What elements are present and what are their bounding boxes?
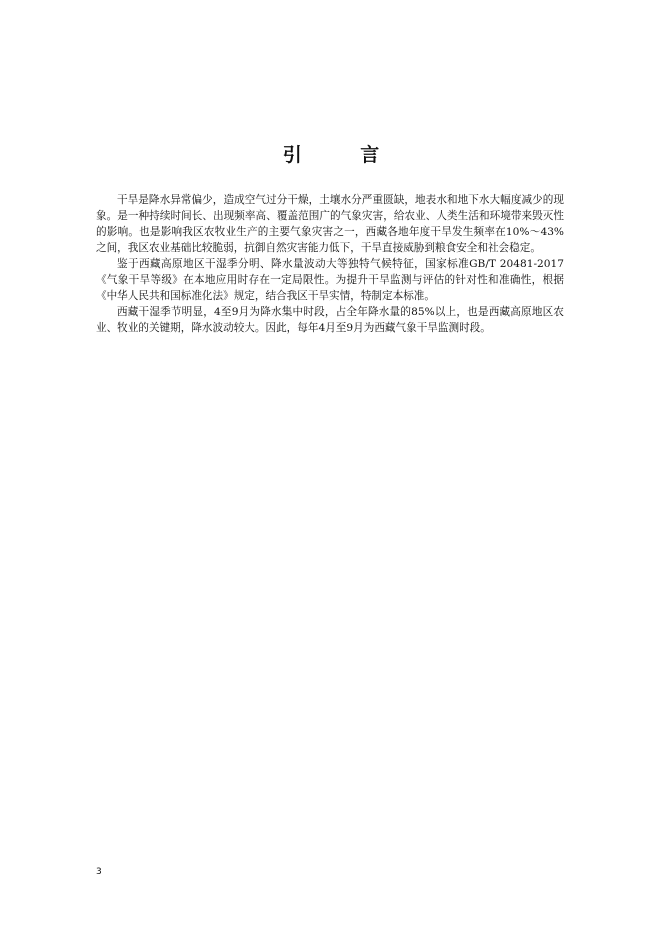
page-title: 引 言 xyxy=(282,144,406,166)
paragraph-standard-rationale: 鉴于西藏高原地区干湿季分明、降水量波动大等独特气候特征，国家标准GB/T 20481-2017《气象干旱等级》在本地应用时存在一定局限性。为提升干旱监测与评估的针对性和准确性，根据《中华人民共和国标准化法》规定，结合我区干旱实情，特制定本标准。 xyxy=(96,258,564,302)
paragraph-monitoring-period: 西藏干湿季节明显，4至9月为降水集中时段，占全年降水量的85%以上，也是西藏高原地区农业、牧业的关键期，降水波动较大。因此，每年4月至9月为西藏气象干旱监测时段。 xyxy=(96,306,564,334)
page-number: 3 xyxy=(96,867,102,877)
introduction-body xyxy=(96,192,564,336)
paragraph-drought-definition: 干旱是降水异常偏少，造成空气过分干燥，土壤水分严重匮缺，地表水和地下水大幅度减少的现象。是一种持续时间长、出现频率高、覆盖范围广的气象灾害，给农业、人类生活和环境带来毁灭性的影响。也是影响我区农牧业生产的主要气象灾害之一，西藏各地年度干旱发生频率在10%～43%之间，我区农业基础比较脆弱，抗御自然灾害能力低下，干旱直接威胁到粮食安全和社会稳定。 xyxy=(96,194,564,254)
